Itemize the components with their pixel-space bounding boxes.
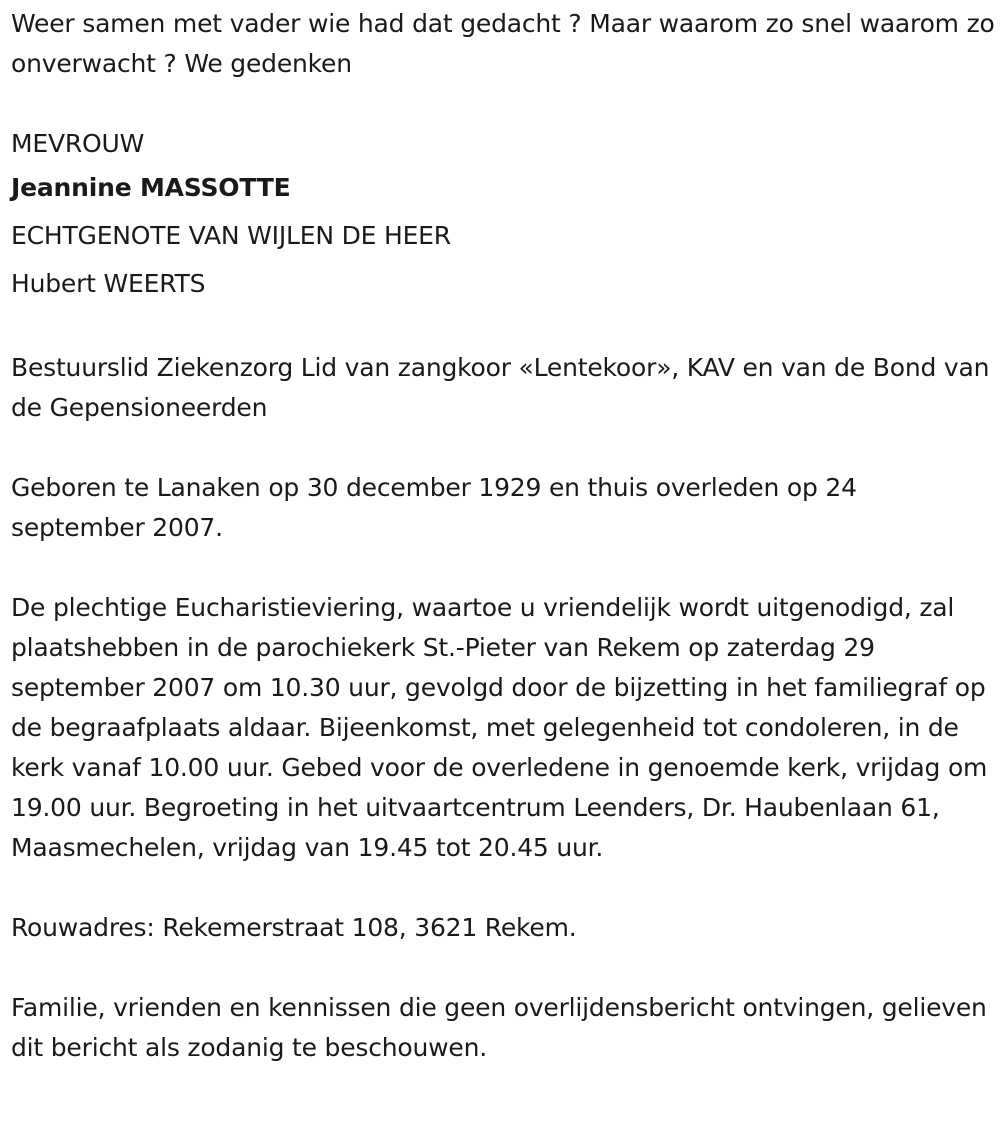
- deceased-name: Jeannine MASSOTTE: [11, 173, 291, 202]
- spacer: [11, 868, 995, 908]
- spacer: [11, 308, 995, 348]
- intro-text: Weer samen met vader wie had dat gedacht ? Maar waarom zo snel waarom zo onverwacht ? We gedenken: [11, 9, 995, 78]
- spouse-name: Hubert WEERTS: [11, 269, 206, 298]
- ceremony-text: De plechtige Eucharistieviering, waartoe u vriendelijk wordt uitgenodigd, zal plaatshebben in de parochiekerk St.-Pieter van Rekem op zaterdag 29 september 2007 om 10.30 uur, gevolgd door de bijzetting in het familiegraf op de begraafplaats aldaar. Bijeenkomst, met gelegenheid tot condoleren, in de kerk vanaf 10.00 uur. Gebed voor de overledene in genoemde kerk, vrijdag om 19.00 uur. Begroeting in het uitvaartcentrum Leenders, Dr. Haubenlaan 61, Maasmechelen, vrijdag van 19.45 tot 20.45 uur.: [11, 593, 988, 862]
- memberships-text: Bestuurslid Ziekenzorg Lid van zangkoor «Lentekoor», KAV en van de Bond van de Gepensioneerden: [11, 353, 990, 422]
- birth-death-text: Geboren te Lanaken op 30 december 1929 en thuis overleden op 24 september 2007.: [11, 473, 857, 542]
- spacer: [11, 548, 995, 588]
- deceased-title: MEVROUW: [11, 129, 145, 158]
- spacer: [11, 948, 995, 988]
- closing-text: Familie, vrienden en kennissen die geen overlijdensbericht ontvingen, gelieven dit bericht als zodanig te beschouwen.: [11, 993, 987, 1062]
- spacer: [11, 428, 995, 468]
- address-text: Rouwadres: Rekemerstraat 108, 3621 Rekem.: [11, 913, 577, 942]
- spacer: [11, 84, 995, 124]
- deceased-relation: ECHTGENOTE VAN WIJLEN DE HEER: [11, 221, 451, 250]
- obituary-notice: [11, 4, 995, 1068]
